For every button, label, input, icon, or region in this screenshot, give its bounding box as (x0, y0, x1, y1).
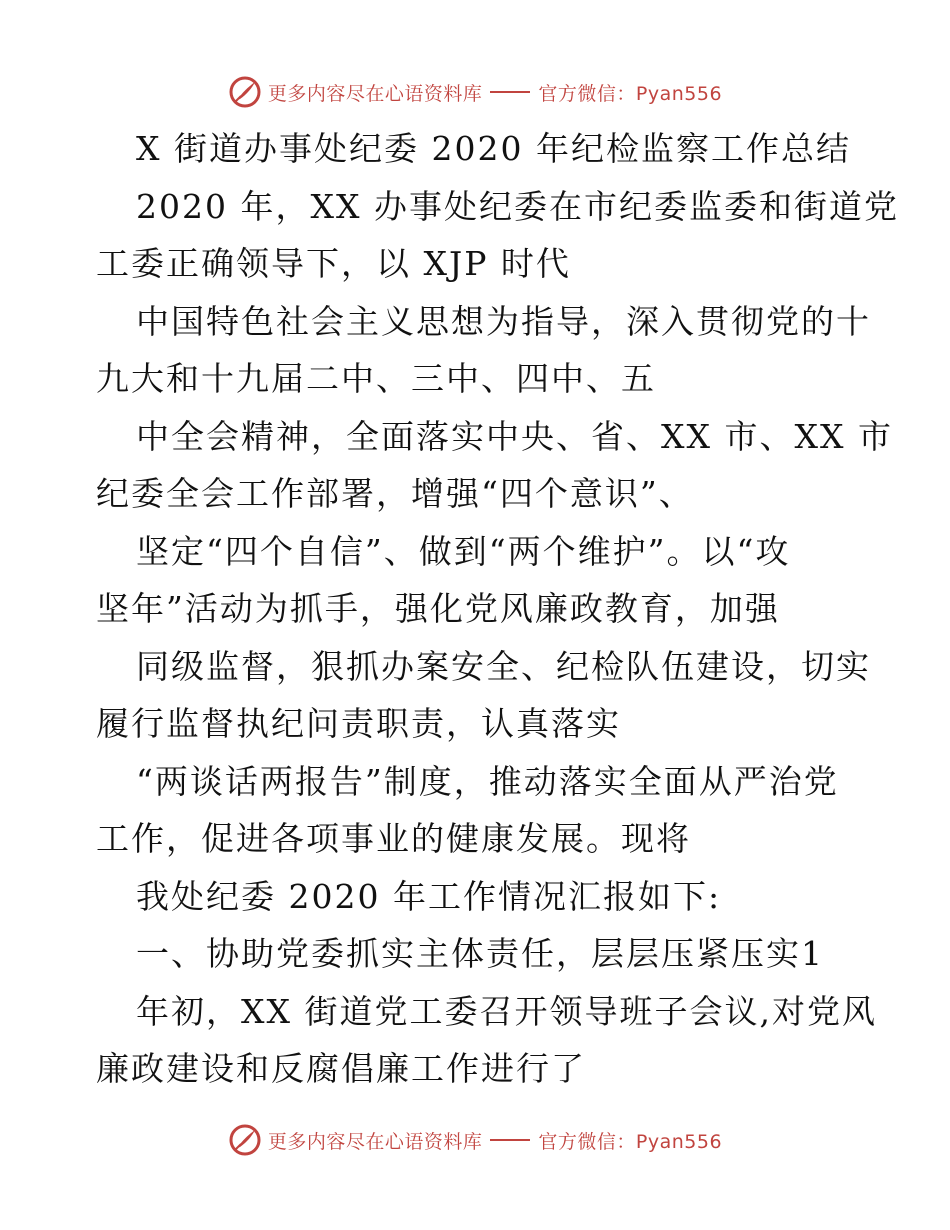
paragraph-line: 工委正确领导下，以 XJP 时代 (96, 244, 571, 283)
document-body (96, 120, 899, 1098)
paragraph-line: 工作，促进各项事业的健康发展。现将 (96, 819, 691, 858)
paragraph-line: “两谈话两报告”制度，推动落实全面从严治党 (136, 761, 839, 801)
section-heading: 一、协助党委抓实主体责任，层层压紧压实1 (136, 934, 824, 973)
paragraph-line: 九大和十九届二中、三中、四中、五 (96, 359, 656, 398)
paragraph-line: 同级监督，狠抓办案安全、纪检队伍建设，切实 (136, 646, 871, 686)
paragraph-line: 坚定“四个自信”、做到“两个维护”。以“攻 (136, 531, 791, 571)
paragraph-line: 我处纪委 2020 年工作情况汇报如下: (136, 876, 722, 916)
header-banner (0, 72, 950, 112)
feather-pen-logo-icon (228, 75, 262, 109)
banner-text-tail: 官方微信：Pyan556 (538, 82, 723, 105)
document-title: X 街道办事处纪委 2020 年纪检监察工作总结 (136, 129, 851, 168)
paragraph-line: 纪委全会工作部署，增强“四个意识”、 (96, 474, 694, 513)
paragraph-line: 年初，XX 街道党工委召开领导班子会议,对党风 (136, 991, 877, 1031)
banner-text-main: 更多内容尽在心语资料库 (267, 1130, 483, 1153)
paragraph-line: 2020 年，XX 办事处纪委在市纪委监委和街道党 (136, 186, 899, 226)
footer-banner (0, 1120, 950, 1160)
banner-text-tail: 官方微信：Pyan556 (538, 1130, 723, 1153)
paragraph-line: 履行监督执纪问责职责，认真落实 (96, 704, 621, 743)
paragraph-line: 中国特色社会主义思想为指导，深入贯彻党的十 (136, 301, 871, 341)
paragraph-line: 廉政建设和反腐倡廉工作进行了 (96, 1049, 586, 1088)
banner-dash (490, 91, 530, 93)
banner-text-main: 更多内容尽在心语资料库 (267, 82, 483, 105)
banner-dash (490, 1139, 530, 1141)
paragraph-line: 坚年”活动为抓手，强化党风廉政教育，加强 (96, 589, 780, 628)
paragraph-line: 中全会精神，全面落实中央、省、XX 市、XX 市 (136, 416, 893, 456)
feather-pen-logo-icon (228, 1123, 262, 1157)
